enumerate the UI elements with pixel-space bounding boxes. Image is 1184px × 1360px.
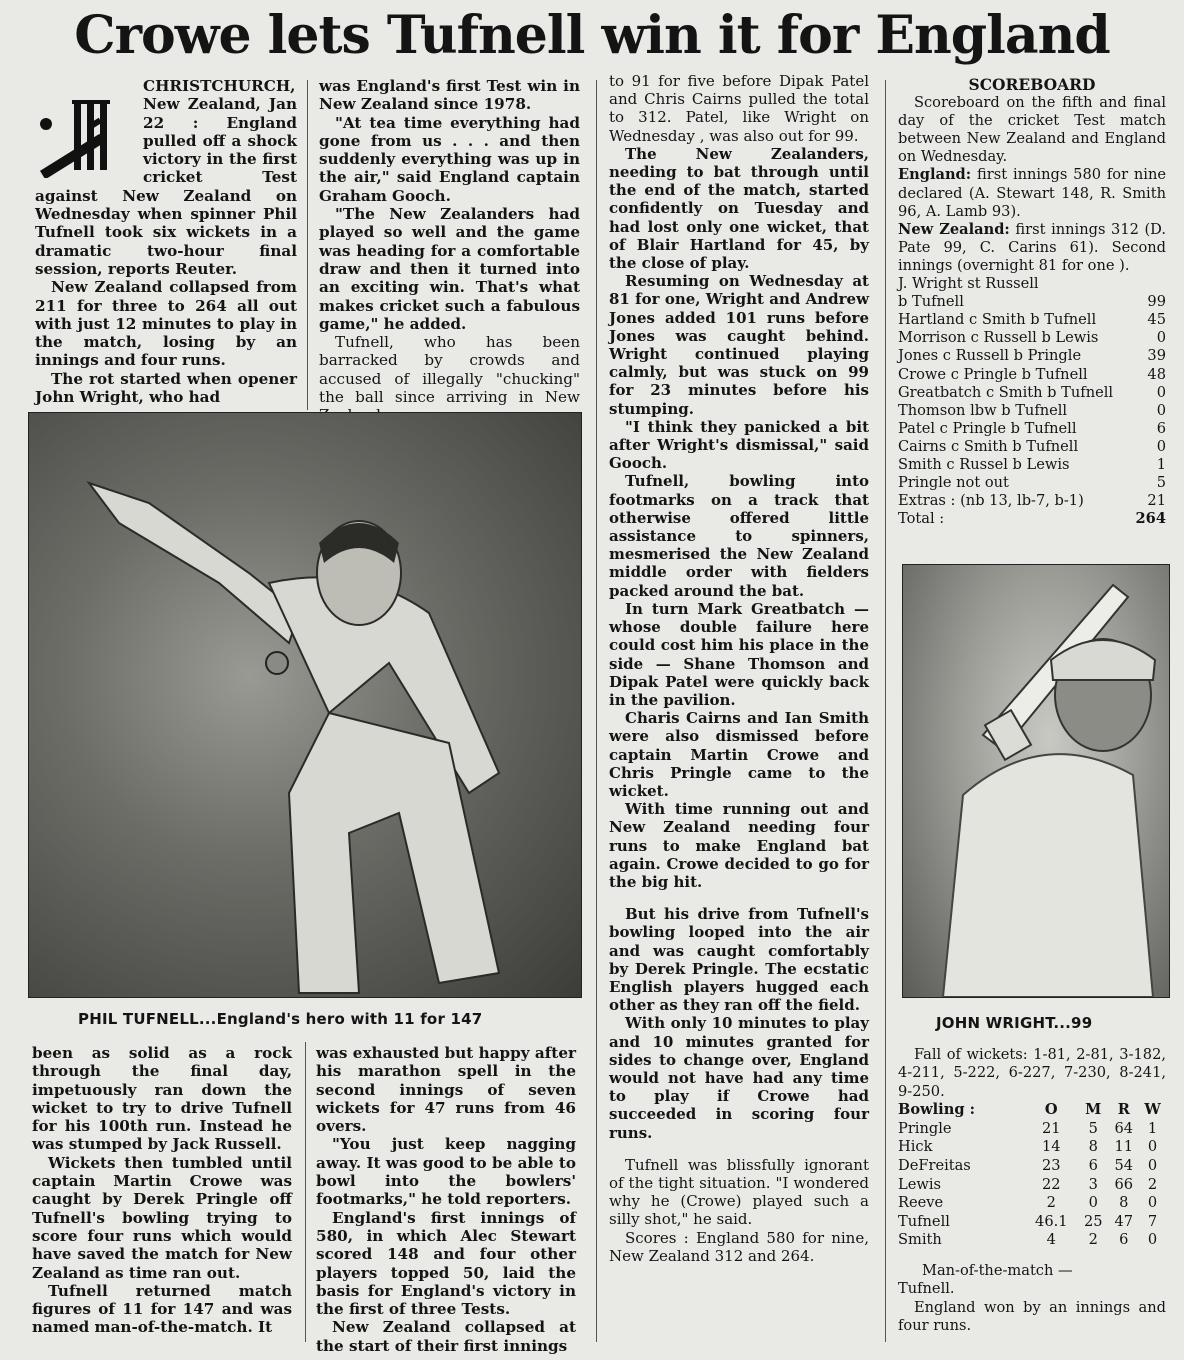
bowler-name: Hick [898, 1138, 933, 1156]
bowler-name: Pringle [898, 1119, 952, 1137]
runs: 47 [1114, 1212, 1134, 1230]
table-row [898, 420, 1166, 438]
column-divider [307, 80, 308, 410]
table-row [898, 1176, 1166, 1195]
batsman-name: J. Wright st Russell [898, 275, 1039, 293]
batsman-figure-image [903, 565, 1169, 997]
photo-caption-wright: JOHN WRIGHT...99 [936, 1014, 1093, 1032]
photo-caption-tufnell: PHIL TUFNELL...England's hero with 11 for 147 [78, 1010, 483, 1028]
nz-label: New Zealand: [898, 220, 1010, 238]
batsman-runs: 1 [1156, 455, 1166, 473]
wickets: 0 [1147, 1194, 1158, 1212]
paragraph: But his drive from Tufnell's bowling looped into the air and was caught comfortably by Derek Pringle. The ecstatic English players hugged each other as they ran off the field. [609, 905, 869, 1015]
bowler-name: Reeve [898, 1194, 944, 1212]
table-row [898, 492, 1166, 510]
runs: 6 [1119, 1231, 1129, 1249]
table-row [898, 1138, 1166, 1157]
paragraph: Tufnell, bowling into footmarks on a track that otherwise offered little assistance to spinners, mesmerised the New Zealand middle order with fielders packed around the bat. [609, 472, 869, 600]
wickets: 7 [1147, 1212, 1158, 1230]
batsman-name: Patel c Pringle b Tufnell [898, 419, 1077, 437]
column-header: Bowling : [898, 1101, 976, 1119]
table-row [898, 456, 1166, 474]
table-row [898, 366, 1166, 384]
table-row [898, 293, 1166, 311]
paragraph: With time running out and New Zealand needing four runs to make England bat again. Crowe decided to go for the big hit. [609, 800, 869, 891]
bowler-name: Tufnell [898, 1212, 950, 1230]
batsman-name: Cairns c Smith b Tufnell [898, 437, 1079, 455]
nz-innings: first innings 312 (D. Pate 99, C. Carins 61). Second innings (overnight 81 for one ). [898, 220, 1166, 274]
lead-paragraph: England pulled off a shock victory in the first cricket Test against New Zealand on Wednesday when spinner Phil Tufnell took six wickets in a dramatic two-hour final session, reports Reuter. [35, 113, 297, 278]
batsman-runs: 48 [1147, 365, 1166, 383]
paragraph: was England's first Test win in New Zealand since 1978. [319, 77, 580, 114]
maidens: 25 [1083, 1212, 1103, 1230]
paragraph: Tufnell was blissfully ignorant of the tight situation. "I wondered why he (Crowe) played such a silly shot," he said. [609, 1155, 869, 1229]
article-column-3 [609, 72, 869, 1265]
dateline: CHRISTCHURCH, New Zealand, Jan 22 : [143, 77, 297, 132]
paragraph: In turn Mark Greatbatch — whose double failure here could cost him his place in the side — Shane Thomson and Dipak Patel were quickly back in the pavilion. [609, 599, 869, 709]
wickets: 0 [1147, 1138, 1158, 1156]
wickets: 1 [1147, 1119, 1158, 1137]
table-row [898, 275, 1166, 293]
overs: 14 [1041, 1138, 1061, 1156]
table-row [898, 1120, 1166, 1139]
overs: 22 [1041, 1175, 1061, 1193]
table-row [898, 474, 1166, 492]
maidens: 6 [1088, 1157, 1098, 1174]
maidens: 2 [1088, 1231, 1098, 1249]
england-innings: first innings 580 for nine declared (A. Stewart 148, R. Smith 96, A. Lamb 93). [898, 166, 1167, 220]
wickets: 0 [1147, 1157, 1158, 1174]
batsman-runs: 0 [1156, 437, 1166, 455]
photo-john-wright [902, 564, 1170, 998]
table-row [898, 329, 1166, 347]
batsman-dismissal: b Tufnell [898, 293, 964, 311]
paragraph: New Zealand collapsed from 211 for three to 264 all out with just 12 minutes to play in the match, losing by an innings and four runs. [35, 278, 297, 370]
maidens: 8 [1088, 1138, 1098, 1156]
scoreboard-bottom [898, 1046, 1166, 1336]
total-runs: 264 [1135, 510, 1166, 528]
column-divider [596, 80, 597, 1342]
paragraph: Scores : England 580 for nine, New Zealand 312 and 264. [609, 1228, 869, 1265]
batsman-runs: 45 [1147, 311, 1166, 329]
table-header-row [898, 1101, 1166, 1120]
man-of-the-match: Tufnell. [898, 1280, 955, 1298]
article-column-1-bottom [32, 1044, 292, 1337]
paragraph: "I think they panicked a bit after Wright's dismissal," said Gooch. [609, 417, 869, 473]
paragraph: to 91 for five before Dipak Patel and Chris Cairns pulled the total to 312. Patel, like Wright on Wednesday , was also out for 99. [609, 72, 869, 145]
overs: 2 [1046, 1194, 1056, 1212]
column-header: R [1117, 1101, 1130, 1119]
table-row [898, 510, 1166, 528]
paragraph: Tufnell, who has been barracked by crowds and accused of illegally "chucking" the ball since arriving in New [319, 333, 580, 407]
article-column-2 [319, 77, 580, 425]
batsman-runs: 5 [1156, 474, 1166, 492]
extras: Extras : (nb 13, lb-7, b-1) [898, 492, 1084, 510]
england-label: England: [898, 166, 972, 184]
table-row [898, 402, 1166, 420]
headline: Crowe lets Tufnell win it for England [74, 5, 1110, 66]
batsman-runs: 0 [1156, 383, 1166, 401]
wickets: 2 [1147, 1175, 1158, 1193]
table-row [898, 1231, 1166, 1250]
overs: 23 [1041, 1157, 1061, 1174]
bowling-figures [898, 1101, 1166, 1250]
batsman-runs: 6 [1156, 419, 1166, 437]
paragraph: been as solid as a rock through the final day, impetuously ran down the wicket to try to drive Tufnell for his 100th run. Instead he was stumped by Jack Russell. [32, 1044, 292, 1154]
paragraph: was exhausted but happy after his marathon spell in the second innings of seven wickets for 47 runs from 46 overs. [316, 1044, 576, 1136]
table-row [898, 1157, 1166, 1176]
batsman-runs: 0 [1156, 401, 1166, 419]
runs: 8 [1119, 1194, 1129, 1212]
bowler-name: Lewis [898, 1175, 941, 1193]
overs: 46.1 [1035, 1212, 1068, 1230]
scoreboard-title: SCOREBOARD [968, 75, 1096, 94]
column-divider [305, 1042, 306, 1342]
paragraph: Tufnell returned match figures of 11 for 147 and was named man-of-the-match. It [32, 1281, 292, 1337]
table-row [898, 438, 1166, 456]
column-header: O [1044, 1101, 1058, 1119]
batsman-name: Greatbatch c Smith b Tufnell [898, 383, 1114, 401]
overs: 4 [1046, 1231, 1056, 1249]
batsman-runs: 99 [1147, 293, 1166, 311]
paragraph: England's first innings of 580, in which Alec Stewart scored 148 and four other players topped 50, laid the basis for England's victory in the first of three Tests. [316, 1208, 576, 1319]
table-row [898, 1194, 1166, 1213]
bowler-name: DeFreitas [898, 1157, 971, 1174]
man-of-the-match-label: Man-of-the-match — [922, 1261, 1073, 1279]
bowler-name: Smith [898, 1231, 942, 1249]
runs: 66 [1114, 1175, 1134, 1193]
column-header: W [1144, 1101, 1161, 1119]
runs: 54 [1114, 1157, 1134, 1174]
article-column-2-bottom [316, 1044, 576, 1355]
paragraph: Wickets then tumbled until captain Martin Crowe was caught by Derek Pringle off Tufnell's bowling trying to score four runs which would have saved the match for New Zealand as time ran out. [32, 1153, 292, 1282]
batting-scorecard [898, 275, 1166, 528]
batsman-runs: 39 [1147, 347, 1166, 365]
photo-phil-tufnell [28, 412, 582, 998]
runs: 11 [1114, 1138, 1134, 1156]
batsman-name: Smith c Russel b Lewis [898, 455, 1070, 473]
wickets: 0 [1147, 1231, 1158, 1249]
paragraph: "You just keep nagging away. It was good to be able to bowl into the bowlers' footmarks," he told reporters. [316, 1135, 576, 1209]
fall-of-wickets-label: Fall of wickets: [914, 1046, 1028, 1063]
batsman-name: Jones c Russell b Pringle [898, 347, 1082, 365]
overs: 21 [1041, 1119, 1061, 1137]
maidens: 3 [1088, 1175, 1098, 1193]
batsman-name: Morrison c Russell b Lewis [898, 329, 1099, 347]
table-row [898, 311, 1166, 329]
extras-runs: 21 [1147, 492, 1166, 510]
paragraph: The New Zealanders, needing to bat through until the end of the match, started confidently on Tuesday and had lost only one wicket, that of Blair Hartland for 45, by the close of play. [609, 144, 869, 273]
scoreboard-intro: Scoreboard on the fifth and final day of the cricket Test match between New Zealand and England on Wednesday. [898, 94, 1166, 166]
paragraph: Charis Cairns and Ian Smith were also dismissed before captain Martin Crowe and Chris Pringle came to the wicket. [609, 709, 869, 800]
fall-of-wickets: 1-81, 2-81, 3-182, 4-211, 5-222, 6-227, 7-230, 8-241, 9-250. [898, 1046, 1167, 1100]
maidens: 5 [1088, 1119, 1098, 1137]
paragraph: "The New Zealanders had played so well and the game was heading for a comfortable draw and then it turned into an exciting win. That's what makes cricket such a fabulous game," he added. [319, 205, 580, 333]
batsman-name: Crowe c Pringle b Tufnell [898, 365, 1088, 383]
scoreboard [898, 76, 1166, 528]
batsman-runs: 0 [1156, 329, 1166, 347]
paragraph: With only 10 minutes to play and 10 minutes granted for sides to change over, England would not have had any time to play if Crowe had succeeded in scoring four runs. [609, 1014, 869, 1142]
paragraph: New Zealand collapsed at the start of their first innings [316, 1318, 576, 1355]
table-row [898, 347, 1166, 365]
paragraph: "At tea time everything had gone from us . . . and then suddenly everything was up in the air," said England captain Graham Gooch. [319, 113, 580, 205]
paragraph: Resuming on Wednesday at 81 for one, Wright and Andrew Jones added 101 runs before Jones was caught behind. Wright continued playing calmly, but was stuck on 99 for 23 minutes before his stumping. [609, 272, 869, 418]
batsman-name: Hartland c Smith b Tufnell [898, 311, 1097, 329]
maidens: 0 [1088, 1194, 1098, 1212]
column-header: M [1085, 1101, 1102, 1119]
batsman-name: Thomson lbw b Tufnell [898, 401, 1068, 419]
bowler-figure-image [29, 413, 581, 997]
table-row [898, 384, 1166, 402]
total-label: Total : [898, 510, 945, 528]
column-divider [885, 80, 886, 1342]
article-column-1 [35, 77, 297, 406]
table-row [898, 1213, 1166, 1232]
runs: 64 [1114, 1119, 1134, 1137]
paragraph: The rot started when opener John Wright, who had [35, 369, 297, 407]
batsman-name: Pringle not out [898, 474, 1009, 492]
result: England won by an innings and four runs. [898, 1298, 1166, 1335]
